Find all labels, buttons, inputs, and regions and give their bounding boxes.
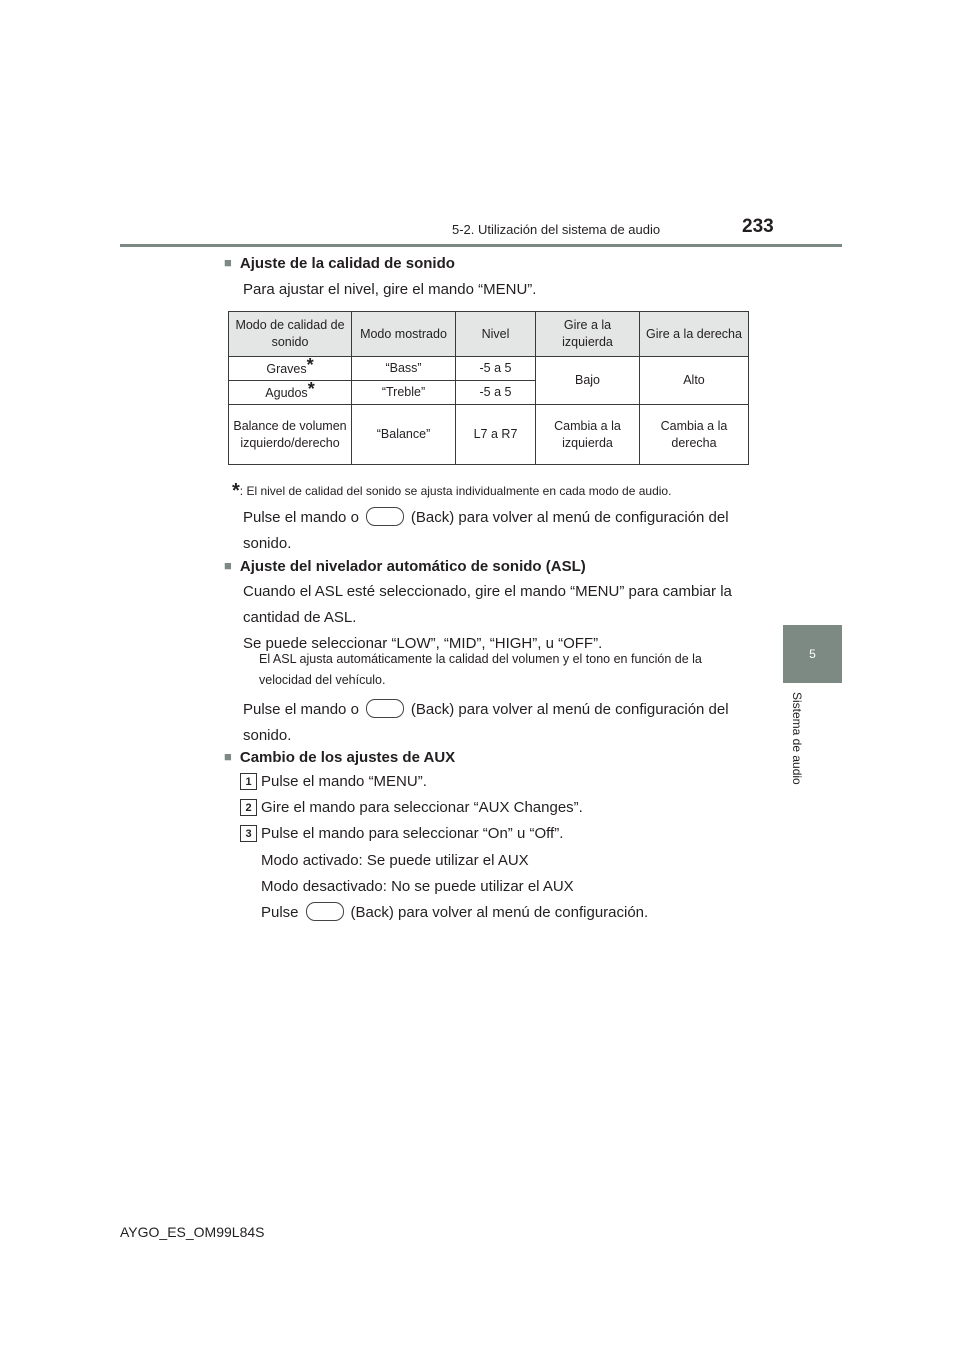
document-code: AYGO_ES_OM99L84S [120, 1224, 265, 1240]
back-text-a: Pulse [261, 904, 299, 921]
table-cell: -5 a 5 [456, 357, 536, 381]
table-cell: “Bass” [352, 357, 456, 381]
section-title: 5-2. Utilización del sistema de audio [452, 222, 661, 237]
table-header-cell: Modo mostrado [352, 312, 456, 357]
sound-quality-intro: Para ajustar el nivel, gire el mando “MENU”. [243, 281, 537, 298]
aux-back-instruction [261, 900, 648, 926]
step-number-1: 1 [240, 773, 257, 790]
table-cell: -5 a 5 [456, 381, 536, 405]
back-text-b: (Back) para volver al menú de configuración del [410, 701, 729, 718]
table-header-cell: Modo de calidad de sonido [229, 312, 352, 357]
footnote-text: : El nivel de calidad del sonido se ajusta individualmente en cada modo de audio. [239, 484, 672, 498]
aux-mode-off: Modo desactivado: No se puede utilizar el AUX [261, 878, 574, 895]
step-number-2: 2 [240, 799, 257, 816]
table-cell: “Balance” [352, 405, 456, 465]
table-header-cell: Nivel [456, 312, 536, 357]
asl-text-line: cantidad de ASL. [243, 609, 357, 626]
asl-text-line: Se puede seleccionar “LOW”, “MID”, “HIGH”, u “OFF”. [243, 635, 603, 652]
chapter-title: Sistema de audio [790, 692, 804, 785]
table-cell: “Treble” [352, 381, 456, 405]
table-cell: Cambia a la izquierda [536, 405, 640, 465]
asl-note [259, 649, 702, 691]
back-text-a: Pulse el mando o [243, 701, 359, 718]
back-instruction-2 [243, 697, 745, 749]
step-text-1: Pulse el mando “MENU”. [261, 773, 427, 790]
asl-text [243, 579, 732, 657]
table-cell-mode [229, 381, 352, 405]
table-cell: Cambia a la derecha [640, 405, 749, 465]
back-instruction-line [243, 505, 745, 531]
heading-sound-quality: ■ Ajuste de la calidad de sonido [224, 255, 455, 272]
mode-label: Graves [266, 362, 307, 376]
heading-aux: ■ Cambio de los ajustes de AUX [224, 749, 455, 766]
aux-mode-on: Modo activado: Se puede utilizar el AUX [261, 852, 529, 869]
back-text-a: Pulse el mando o [243, 509, 359, 526]
header-divider [120, 244, 842, 247]
back-instruction-1 [243, 505, 745, 557]
back-button-icon [366, 507, 404, 526]
back-button-icon [306, 902, 344, 921]
table-cell: Bajo [536, 357, 640, 405]
table-header-cell: Gire a la izquierda [536, 312, 640, 357]
asl-text-line: Cuando el ASL esté seleccionado, gire el mando “MENU” para cambiar la [243, 583, 732, 600]
table-cell-mode [229, 357, 352, 381]
table-row [229, 405, 749, 465]
table-cell-mode: Balance de volumen izquierdo/derecho [229, 405, 352, 465]
table-cell: L7 a R7 [456, 405, 536, 465]
footnote [232, 478, 671, 501]
back-button-icon [366, 699, 404, 718]
back-instruction-line [243, 697, 745, 723]
heading-asl: ■ Ajuste del nivelador automático de sonido (ASL) [224, 558, 586, 575]
back-text-b: (Back) para volver al menú de configuración. [350, 904, 649, 921]
step-text-3: Pulse el mando para seleccionar “On” u “Off”. [261, 825, 564, 842]
table-row [229, 357, 749, 381]
back-instruction-line: sonido. [243, 727, 292, 744]
step-text-2: Gire el mando para seleccionar “AUX Changes”. [261, 799, 583, 816]
back-text-b: (Back) para volver al menú de configuración del [410, 509, 729, 526]
chapter-tab [783, 625, 842, 683]
table-header-row [229, 312, 749, 357]
footnote-mark: * [307, 379, 315, 399]
sound-quality-table [228, 311, 749, 465]
footnote-mark: * [306, 355, 314, 375]
asl-note-line: velocidad del vehículo. [259, 673, 386, 687]
footnote-mark: * [232, 480, 240, 502]
page-number: 233 [742, 216, 774, 237]
asl-note-line: El ASL ajusta automáticamente la calidad del volumen y el tono en función de la [259, 652, 702, 666]
table-cell: Alto [640, 357, 749, 405]
chapter-number: 5 [809, 647, 816, 661]
mode-label: Agudos [265, 386, 308, 400]
back-instruction-line: sonido. [243, 535, 292, 552]
table-header-cell: Gire a la derecha [640, 312, 749, 357]
step-number-3: 3 [240, 825, 257, 842]
